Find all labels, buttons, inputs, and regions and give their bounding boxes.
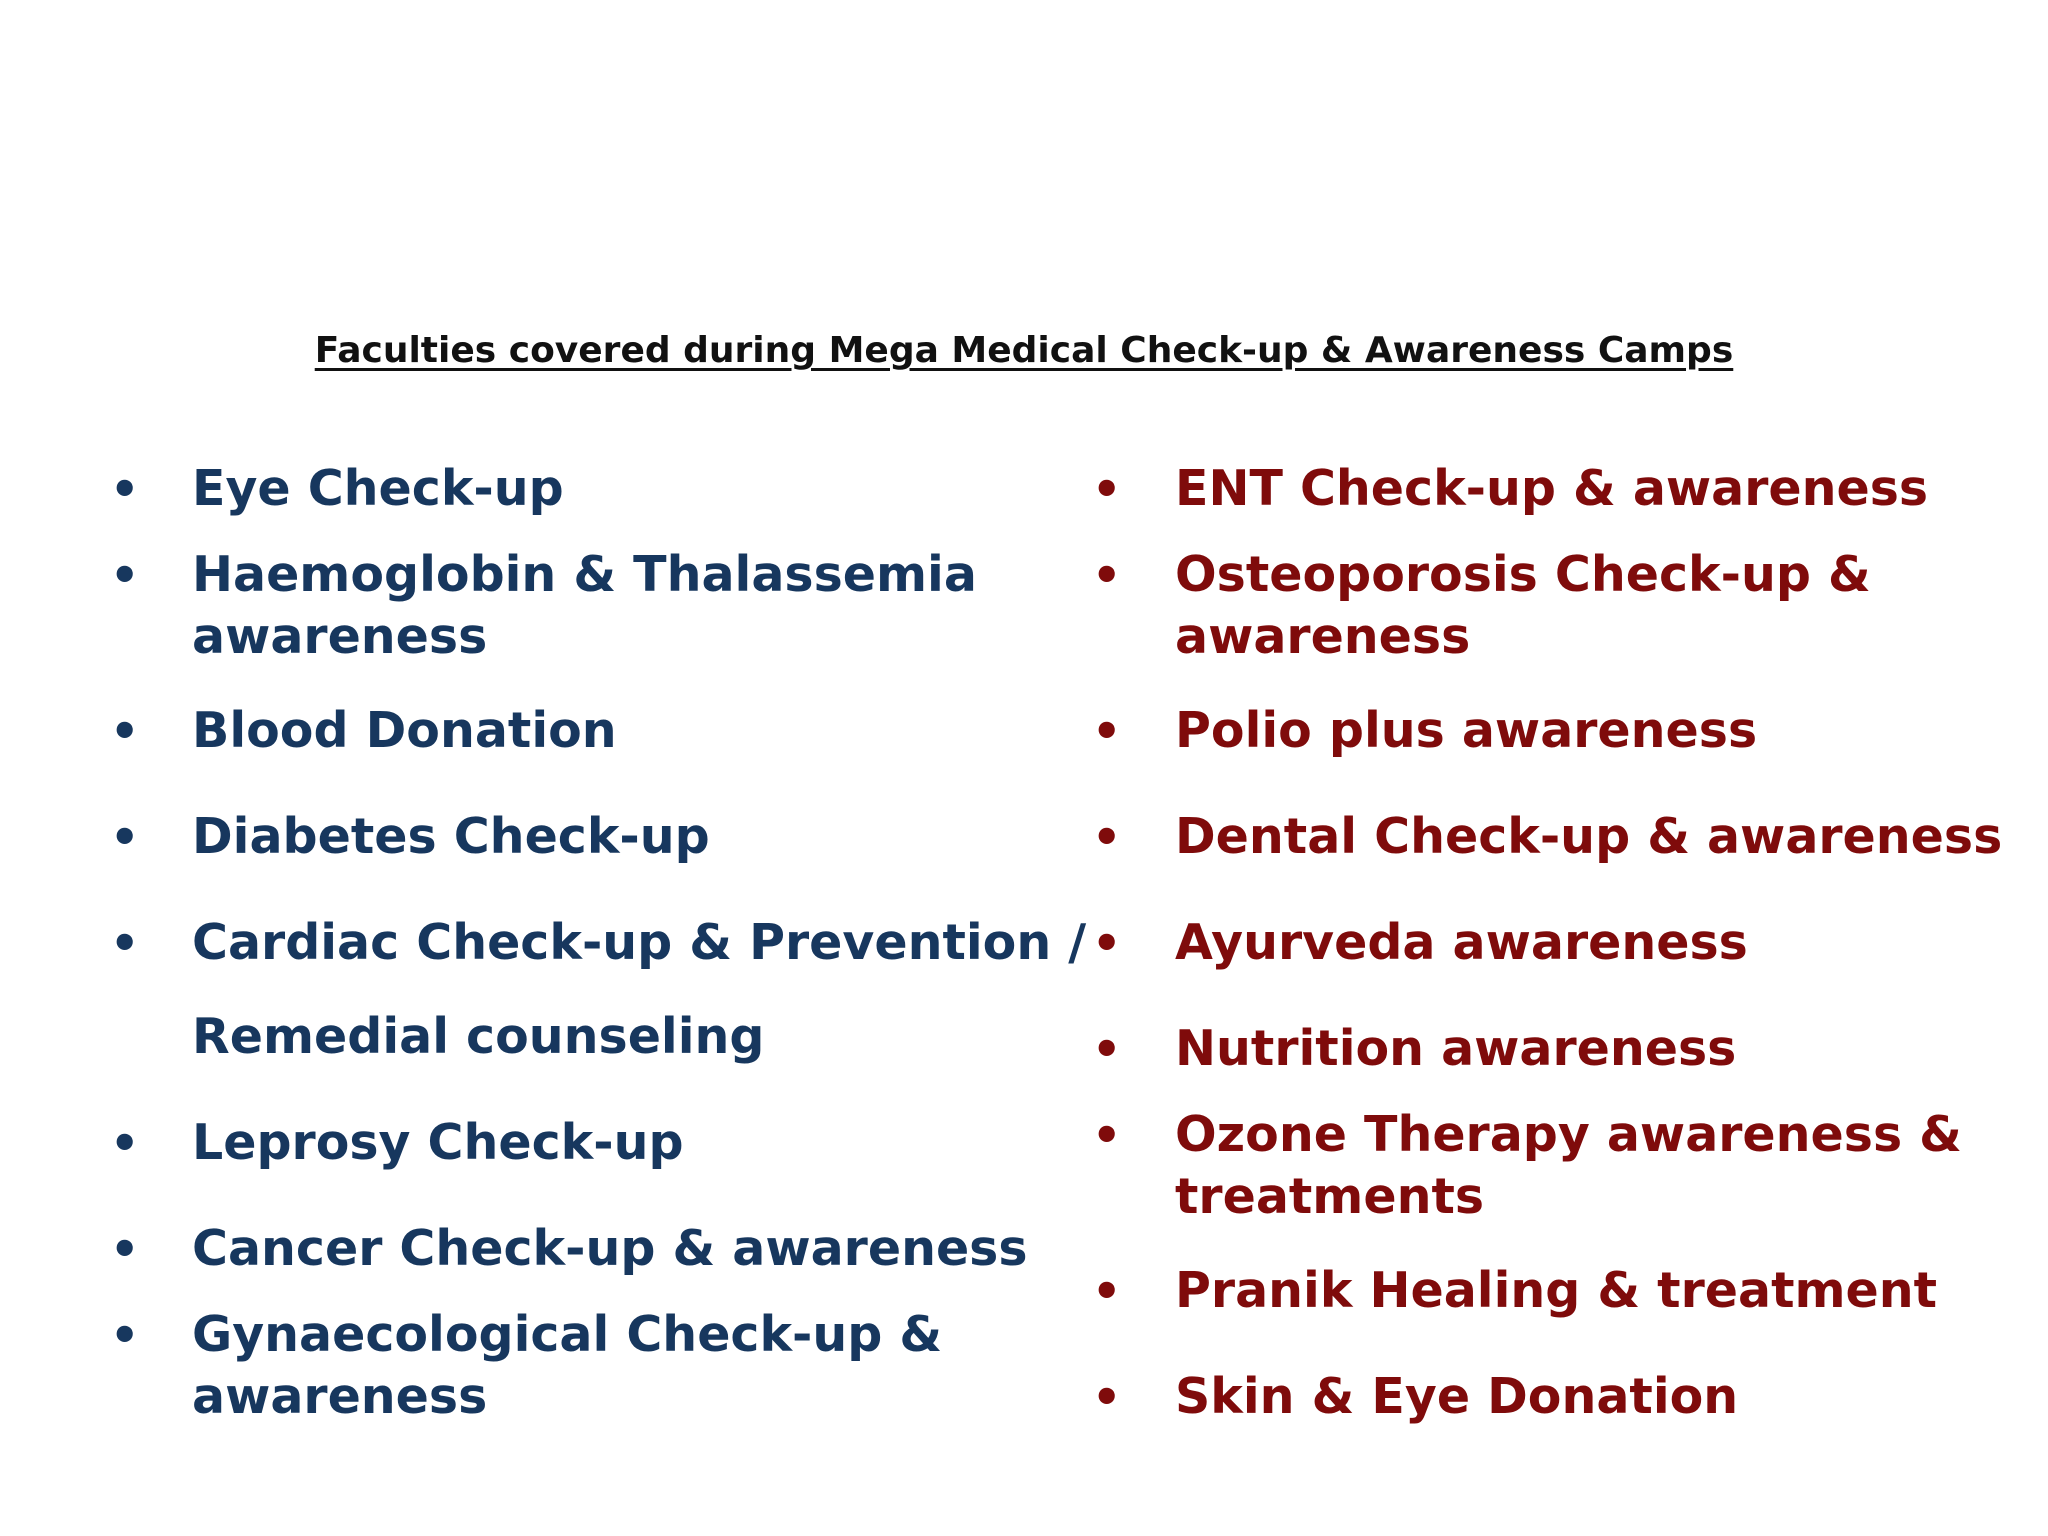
bullet-icon: • xyxy=(1092,704,1122,758)
list-item-text: Pranik Healing & treatment xyxy=(1175,1262,1938,1319)
bullet-icon: • xyxy=(110,462,140,516)
list-item-text: Polio plus awareness xyxy=(1175,702,1758,759)
bullet-icon: • xyxy=(1092,548,1122,602)
bullet-icon: • xyxy=(110,1222,140,1276)
bullet-icon: • xyxy=(110,704,140,758)
list-item-text: Eye Check-up xyxy=(192,460,564,517)
bullet-icon: • xyxy=(110,810,140,864)
bullet-icon: • xyxy=(1092,1108,1122,1162)
list-item-text: Ayurveda awareness xyxy=(1175,914,1748,971)
bullet-icon: • xyxy=(110,548,140,602)
list-item-text: Diabetes Check-up xyxy=(192,808,710,865)
list-item-text: Ozone Therapy awareness & treatments xyxy=(1175,1106,1962,1225)
list-item-text: Cancer Check-up & awareness xyxy=(192,1220,1028,1277)
bullet-icon: • xyxy=(110,916,140,970)
bullet-icon: • xyxy=(110,1308,140,1362)
list-item-text: Nutrition awareness xyxy=(1175,1020,1737,1077)
list-item-text: Skin & Eye Donation xyxy=(1175,1368,1739,1425)
list-item-text: Dental Check-up & awareness xyxy=(1175,808,2003,865)
heading-text: Faculties covered during Mega Medical Check-up & Awareness Camps xyxy=(314,330,1734,371)
list-item-text: ENT Check-up & awareness xyxy=(1175,460,1929,517)
list-item-text: Leprosy Check-up xyxy=(192,1114,684,1171)
list-item-text: Gynaecological Check-up & awareness xyxy=(192,1306,943,1425)
bullet-icon: • xyxy=(1092,916,1122,970)
list-item-text: Haemoglobin & Thalassemia awareness xyxy=(192,546,977,665)
list-item-text: Cardiac Check-up & Prevention / Remedial counseling xyxy=(192,914,1087,1065)
bullet-icon: • xyxy=(1092,462,1122,516)
bullet-icon: • xyxy=(1092,810,1122,864)
list-item-text: Blood Donation xyxy=(192,702,617,759)
list-item-text: Osteoporosis Check-up & awareness xyxy=(1175,546,1871,665)
bullet-icon: • xyxy=(1092,1370,1122,1424)
bullet-icon: • xyxy=(110,1116,140,1170)
bullet-icon: • xyxy=(1092,1264,1122,1318)
slide-heading xyxy=(0,330,2048,371)
bullet-icon: • xyxy=(1092,1022,1122,1076)
